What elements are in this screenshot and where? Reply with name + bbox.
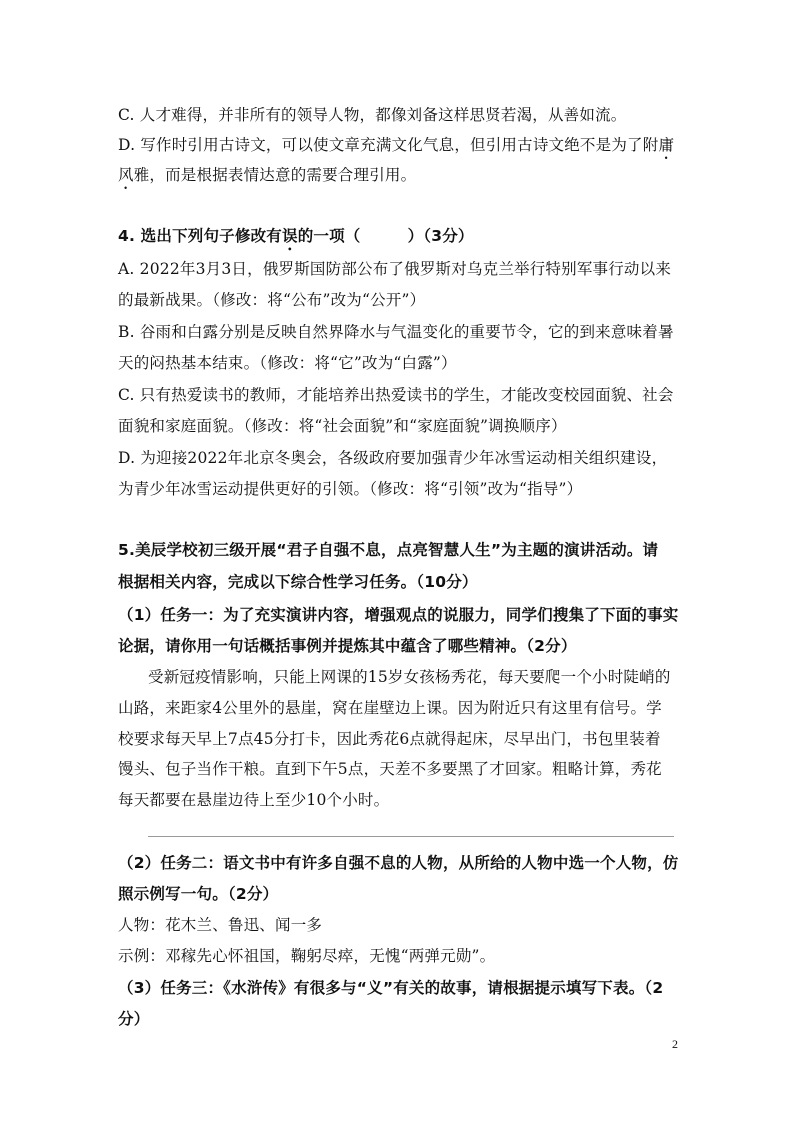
q5-task2-example: 示例：邓稼先心怀祖国，鞠躬尽瘁，无愧“两弹元勋”。 — [118, 947, 496, 965]
page-number: 2 — [672, 1037, 678, 1051]
q4-option-d-line1: D. 为迎接2022年北京冬奥会，各级政府要加强青少年冰雪运动相关组织建设， — [118, 449, 668, 467]
q5-task1-line2: 论据，请你用一句话概括事例并提炼其中蕴含了哪些精神。（2分） — [118, 637, 577, 655]
q4-heading-text: 的一项（ ）（3分） — [297, 227, 474, 245]
emphasis-char: 风 — [118, 166, 134, 184]
q4-option-a-line2: 的最新战果。（修改：将“公布”改为“公开”） — [118, 291, 426, 309]
passage-line3: 校要求每天早上7点45分打卡，因此秀花6点就得起床，尽早出门，书包里装着 — [118, 730, 661, 748]
q5-heading-line2: 根据相关内容，完成以下综合性学习任务。（10分） — [118, 573, 478, 591]
q5-task2-line2: 照示例写一句。（2分） — [118, 885, 279, 903]
q3-option-d-text: 雅，而是根据表情达意的需要合理引用。 — [133, 166, 417, 184]
passage-line1: 受新冠疫情影响，只能上网课的15岁女孩杨秀花，每天要爬一个小时陡峭的 — [148, 668, 671, 686]
q3-option-d-line1 — [118, 134, 678, 163]
q3-option-d-line2 — [118, 164, 678, 193]
q5-task1-line1: （1）任务一：为了充实演讲内容，增强观点的说服力，同学们搜集了下面的事实 — [118, 606, 679, 624]
q4-option-b-line2: 天的闷热基本结束。（修改：将“它”改为“白露”） — [118, 354, 457, 372]
q4-option-c-line2: 面貌和家庭面貌。（修改：将“社会面貌”和“家庭面貌”调换顺序） — [118, 417, 567, 435]
q5-heading-line1: 5.美辰学校初三级开展“君子自强不息，点亮智慧人生”为主题的演讲活动。请 — [118, 541, 659, 559]
q4-option-a-line1: A. 2022年3月3日，俄罗斯国防部公布了俄罗斯对乌克兰举行特别军事行动以来 — [118, 260, 672, 278]
q5-task2-people: 人物：花木兰、鲁迅、闻一多 — [118, 916, 323, 934]
emphasis-char: 庸 — [658, 136, 675, 154]
passage-line4: 馒头、包子当作干粮。直到下午5点，天差不多要黑了才回家。粗略计算，秀花 — [118, 760, 662, 778]
q3-option-d-text: D. 写作时引用古诗文，可以使文章充满文化气息，但引用古诗文绝不是为了附 — [118, 136, 659, 154]
q5-task2-line1: （2）任务二：语文书中有许多自强不息的人物，从所给的人物中选一个人物，仿 — [118, 854, 679, 872]
q5-task3-line2: 分） — [118, 1010, 150, 1028]
emphasis-char: 误 — [281, 227, 298, 245]
q3-option-c: C. 人才难得，并非所有的领导人物，都像刘备这样思贤若渴，从善如流。 — [118, 106, 627, 124]
q4-option-d-line2: 为青少年冰雪运动提供更好的引领。（修改：将“引领”改为“指导”） — [118, 480, 583, 498]
passage-line5: 每天都要在悬崖边待上至少10个小时。 — [118, 791, 390, 809]
answer-line — [148, 836, 674, 837]
q4-heading — [118, 225, 678, 254]
passage-line2: 山路，来距家4公里外的悬崖，窝在崖壁边上课。因为附近只有这里有信号。学 — [118, 699, 662, 717]
q4-option-c-line1: C. 只有热爱读书的教师，才能培养出热爱读书的学生，才能改变校园面貌、社会 — [118, 386, 674, 404]
q4-heading-text: 4. 选出下列句子修改有 — [118, 227, 282, 245]
q5-task3-line1: （3）任务三：《水浒传》有很多与“义”有关的故事，请根据提示填写下表。（2 — [118, 979, 664, 997]
q4-option-b-line1: B. 谷雨和白露分别是反映自然界降水与气温变化的重要节令，它的到来意味着暑 — [118, 323, 674, 341]
